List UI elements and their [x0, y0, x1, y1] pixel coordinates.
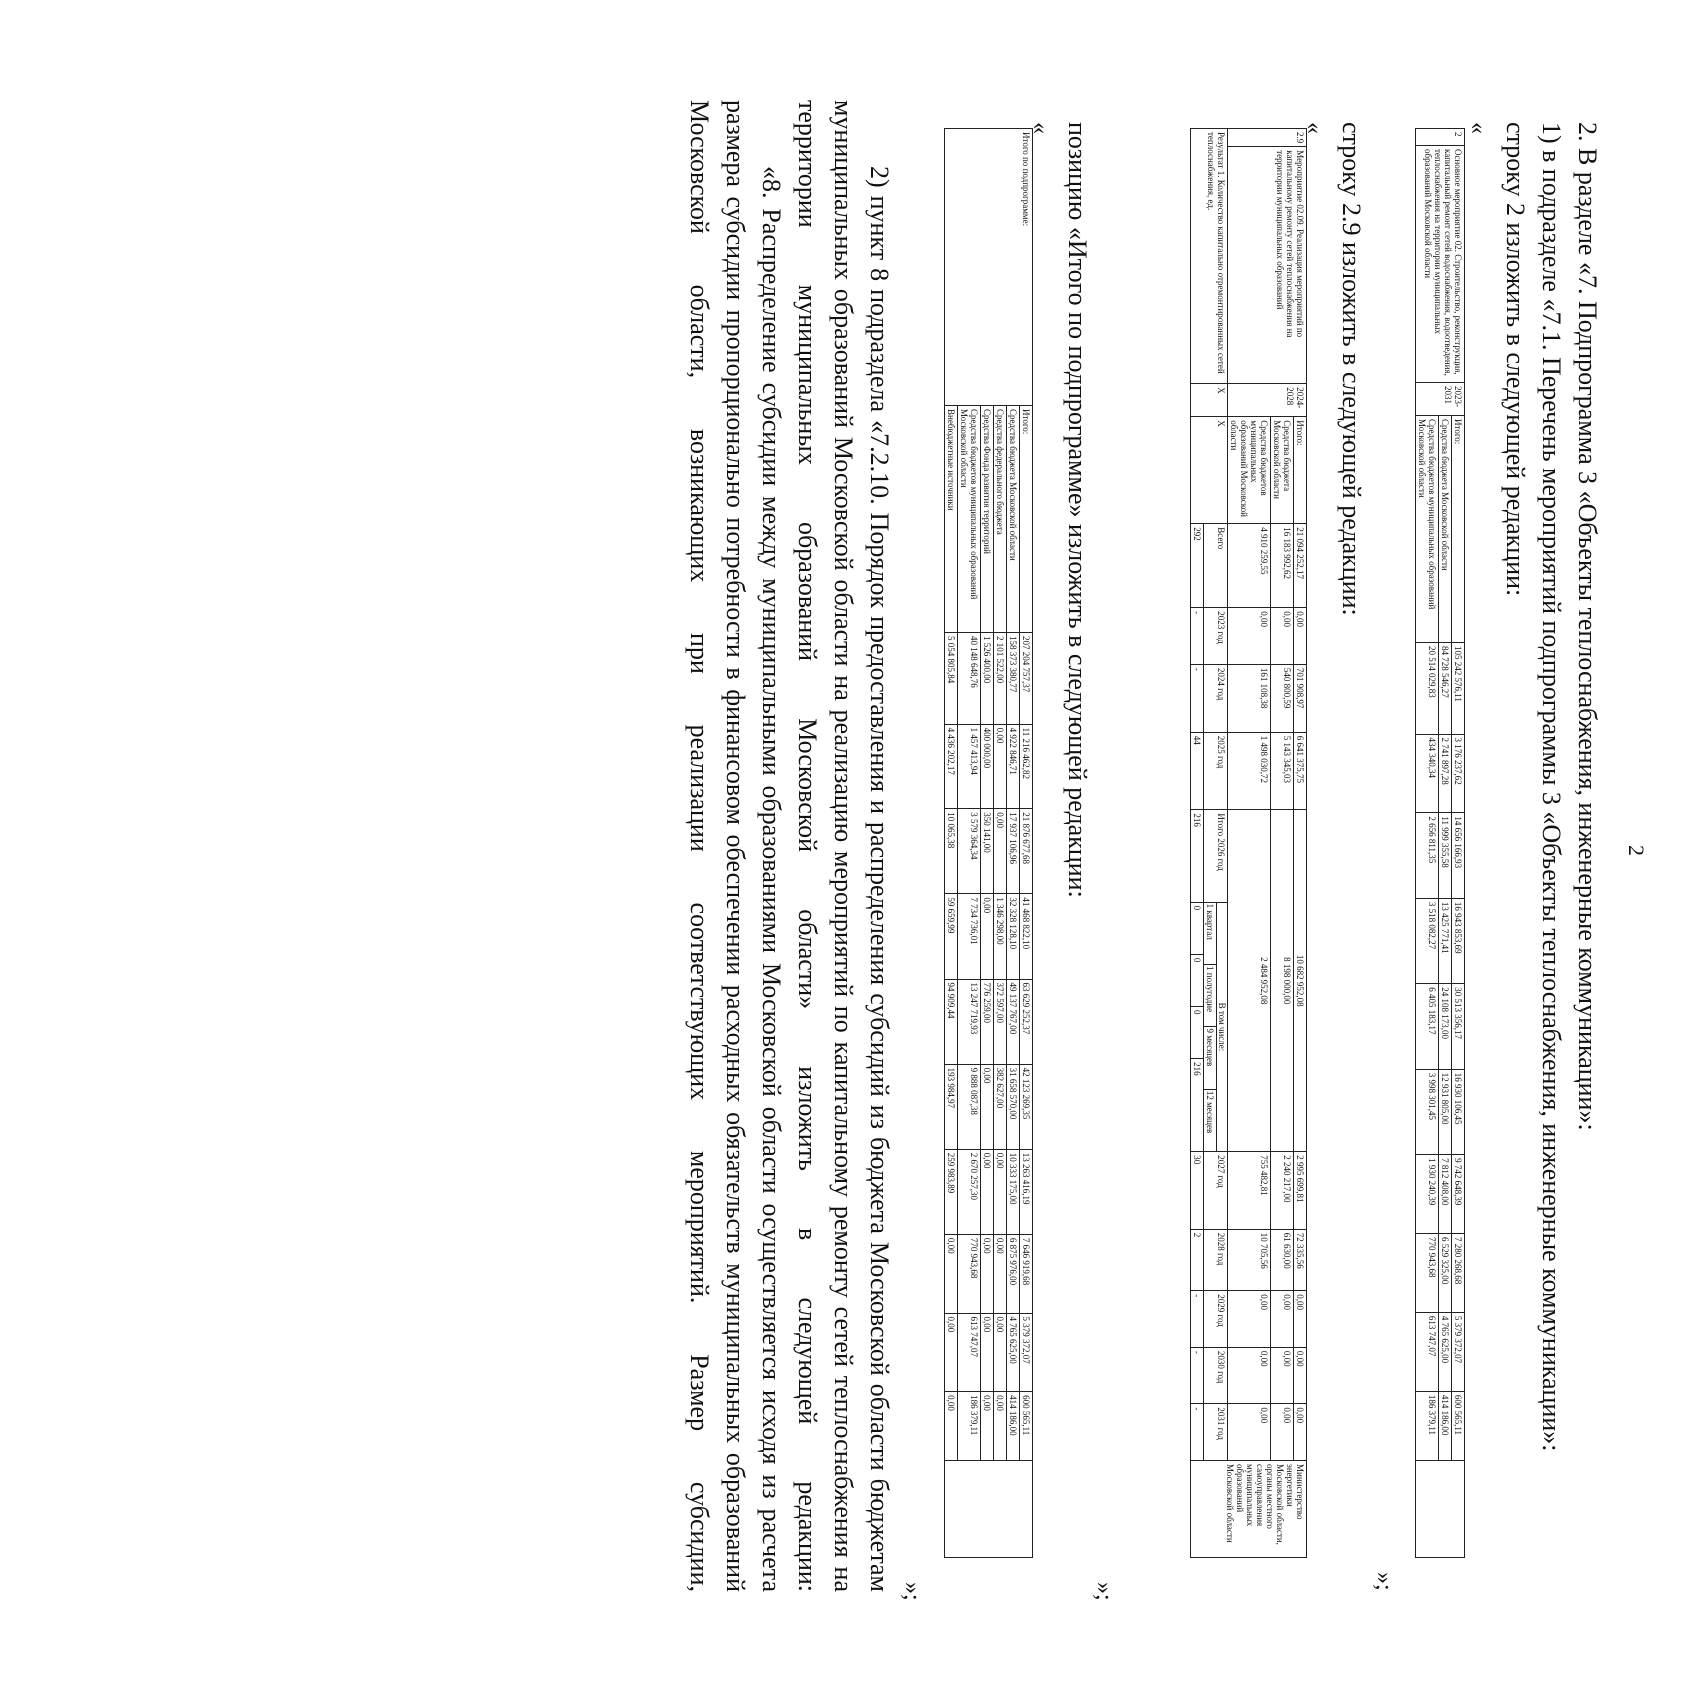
value-cell: 0,00 — [1294, 1347, 1307, 1404]
value-cell: 0,00 — [981, 1313, 994, 1392]
table-row — [1020, 129, 1033, 1558]
value-cell: 30 513 356,17 — [1452, 984, 1465, 1069]
value-cell: 2 101 522,00 — [994, 633, 1007, 725]
itogo-instruction: позицию «Итого по подпрограмме» изложить в следующей редакции: — [1063, 122, 1092, 898]
value-cell: 10 705,56 — [1228, 1229, 1271, 1290]
value-cell: 4 910 259,55 — [1228, 524, 1271, 608]
value-cell: 61 630,00 — [1271, 1229, 1294, 1290]
value-cell: 0,00 — [1271, 1404, 1294, 1461]
header-cell: Всего — [1204, 524, 1228, 608]
value-cell: 16 943 853,69 — [1452, 898, 1465, 983]
value-cell: 4 922 846,71 — [1007, 724, 1020, 809]
value-cell: 0,00 — [1228, 1404, 1271, 1461]
source-cell: Итого: — [1452, 416, 1465, 643]
value-cell: 2 484 952,08 — [1228, 810, 1271, 1152]
table-row — [1294, 129, 1307, 1558]
value-cell: - — [1191, 608, 1204, 665]
open-quote: « — [1301, 122, 1327, 134]
value-cell: 434 340,34 — [1416, 734, 1439, 813]
value-cell: 186 379,11 — [1416, 1391, 1439, 1460]
close-quote: »; — [1371, 1572, 1397, 1591]
value-cell: 41 468 822,10 — [1020, 894, 1033, 979]
empty-cell — [1416, 1461, 1465, 1558]
value-cell: 13 425 771,41 — [1439, 898, 1452, 983]
value-cell: 6 875 976,00 — [1007, 1234, 1020, 1313]
value-cell: 259 983,89 — [945, 1149, 958, 1234]
quarters-cell — [1204, 902, 1228, 1152]
value-cell: 161 108,38 — [1228, 664, 1271, 732]
value-cell: 193 984,97 — [945, 1064, 958, 1149]
row-num: 2 — [1416, 129, 1465, 146]
value-cell: 701 908,97 — [1294, 664, 1307, 732]
source-cell: Средства Фонда развития территорий — [981, 406, 994, 633]
header-cell: Итого 2026 год — [1204, 810, 1228, 902]
value-cell: 42 123 269,35 — [1020, 1064, 1033, 1149]
value-cell: 0,00 — [945, 1234, 958, 1313]
value-cell: 1 526 400,00 — [981, 633, 994, 725]
value-cell: 207 204 757,37 — [1020, 633, 1033, 725]
value-cell: 0,00 — [994, 724, 1007, 809]
value-cell: 400 000,00 — [981, 724, 994, 809]
value-cell: 600 565,11 — [1452, 1391, 1465, 1460]
value-cell: 2 741 897,28 — [1439, 734, 1452, 813]
value-cell: 3 998 301,45 — [1416, 1069, 1439, 1154]
table-row — [1204, 129, 1228, 1558]
closing-paragraph-1: 2) пункт 8 подраздела «7.2.10. Порядок предоставления и распределения субсидий из бюджета Московской области бюджетам муниципальных образований Московской области на реализацию мероприятий по капитальному ремонту сетей теплоснабжения на территории муниципальных образований Московской области» изложить в следующей редакции: — [793, 100, 894, 1592]
header-cell: 2027 год — [1204, 1152, 1228, 1230]
row2-instruction: строку 2 изложить в следующей редакции: — [1501, 122, 1530, 597]
value-cell: 20 514 029,83 — [1416, 643, 1439, 735]
value-cell: 0 — [1191, 1007, 1204, 1059]
rotated-page — [497, 0, 1697, 1697]
empty-cell — [945, 1461, 1033, 1558]
source-cell: Итого: — [1294, 417, 1307, 524]
value-cell: 13 247 719,93 — [958, 979, 981, 1064]
value-cell: 4 765 625,00 — [1007, 1313, 1020, 1392]
value-cell: 540 800,59 — [1271, 664, 1294, 732]
value-cell: 0,00 — [1228, 608, 1271, 665]
quarters-row — [1204, 903, 1216, 1152]
value-cell: 4 436 202,17 — [945, 724, 958, 809]
value-cell: 1 346 298,00 — [994, 894, 1007, 979]
value-cell: 11 216 462,82 — [1020, 724, 1033, 809]
value-cell: 7 280 268,68 — [1452, 1234, 1465, 1313]
value-cell: 12 931 805,00 — [1439, 1069, 1452, 1154]
value-cell: 0,00 — [1271, 1291, 1294, 1348]
value-cell: - — [1191, 1291, 1204, 1348]
value-cell: 2 — [1191, 1229, 1204, 1290]
value-cell: - — [1191, 664, 1204, 732]
value-cell: 14 656 166,93 — [1452, 813, 1465, 898]
value-cell: 0 — [1191, 954, 1204, 1006]
row-num: 2.9 — [1228, 129, 1307, 147]
value-cell: 10 682 952,08 — [1294, 810, 1307, 1152]
result-cell: Результат 1. Количество капитально отремонтированных сетей теплоснабжения, ед. — [1191, 129, 1228, 384]
closing-paragraph-2: «8. Распределение субсидии между муниципальными образованиями Московской области осуществляется исходя из расчета размера субсидии пропорционально потребности в финансовом обеспечении расходных обязательств муниципальных образований Московской области, возникающих при реализации соответствующих мероприятий. Размер субсидии, — [685, 100, 786, 1592]
row29-instruction: строку 2.9 изложить в следующей редакции: — [1337, 122, 1366, 616]
value-cell: 158 373 380,77 — [1007, 633, 1020, 725]
value-cell: 600 565,11 — [1020, 1392, 1033, 1461]
header-cell: 2029 год — [1204, 1291, 1228, 1348]
value-cell: 7 646 919,68 — [1020, 1234, 1033, 1313]
executor-cell: Министерство энергетики Московской области, органы местного самоуправления муниципальных образований Московской области — [1191, 1461, 1307, 1558]
value-cell: 21 876 677,68 — [1020, 809, 1033, 894]
value-cell: 40 148 648,76 — [958, 633, 981, 725]
value-cell: 0,00 — [994, 1234, 1007, 1313]
value-cell: 32 328 128,10 — [1007, 894, 1020, 979]
value-cell: 186 379,11 — [958, 1392, 981, 1461]
value-cell: 8 198 000,00 — [1271, 810, 1294, 1152]
value-cell: 0,00 — [1294, 1291, 1307, 1348]
value-cell: 216 — [1191, 810, 1204, 902]
value-cell: 770 943,68 — [1416, 1234, 1439, 1313]
value-cell: 613 747,07 — [958, 1313, 981, 1392]
value-cell: 1 498 030,72 — [1228, 732, 1271, 810]
value-cell: 0,00 — [994, 1149, 1007, 1234]
page-number: 2 — [1624, 845, 1649, 856]
header-cell: 2030 год — [1204, 1347, 1228, 1404]
row-years: 2023-2031 — [1416, 383, 1465, 416]
value-cell: 1 457 413,94 — [958, 724, 981, 809]
table-row-2 — [1415, 128, 1465, 1558]
value-cell: 0,00 — [1228, 1291, 1271, 1348]
value-cell: 5 379 372,07 — [1020, 1313, 1033, 1392]
header-cell: В том числе: — [1216, 903, 1227, 1152]
value-cell: 13 263 416,19 — [1020, 1149, 1033, 1234]
value-cell: 0,00 — [981, 1234, 994, 1313]
value-cell: 414 186,00 — [1439, 1391, 1452, 1460]
value-cell: - — [1191, 1404, 1204, 1461]
source-cell: Средства бюджета Московской области — [1439, 416, 1452, 643]
value-cell: 0,00 — [981, 894, 994, 979]
value-cell: 16 183 992,62 — [1271, 524, 1294, 608]
value-cell: 21 094 252,17 — [1294, 524, 1307, 608]
value-cell: 372 597,00 — [994, 979, 1007, 1064]
section-heading: 2. В разделе «7. Подпрограмма 3 «Объекты теплоснабжения, инженерные коммуникации»: — [1573, 122, 1602, 1131]
value-cell: 0,00 — [945, 1313, 958, 1392]
source-cell: Средства бюджетов муниципальных образований Московской области — [958, 406, 981, 633]
value-cell: 0,00 — [1294, 608, 1307, 665]
value-cell: 17 937 106,96 — [1007, 809, 1020, 894]
quarter-label: 1 полугодие — [1204, 965, 1216, 1027]
value-cell: 3 579 364,34 — [958, 809, 981, 894]
header-cell: 2023 год — [1204, 608, 1228, 665]
value-cell: 350 141,00 — [981, 809, 994, 894]
value-cell: 755 482,81 — [1228, 1152, 1271, 1230]
value-cell: 0,00 — [1294, 1404, 1307, 1461]
row-years: 2024-2028 — [1228, 384, 1307, 417]
itogo-label: Итого по подпрограмме: — [945, 129, 1033, 406]
value-cell: 216 — [1191, 1059, 1204, 1152]
value-cell: 63 629 252,37 — [1020, 979, 1033, 1064]
value-cell: 44 — [1191, 732, 1204, 810]
value-cell: 16 930 106,45 — [1452, 1069, 1465, 1154]
table-row-29 — [1190, 128, 1307, 1558]
value-cell: 2 240 217,00 — [1271, 1152, 1294, 1230]
value-cell: 94 909,44 — [945, 979, 958, 1064]
value-cell: 11 999 355,58 — [1439, 813, 1452, 898]
value-cell: 4 765 625,00 — [1439, 1312, 1452, 1391]
value-cell: 2 656 811,35 — [1416, 813, 1439, 898]
value-cell: 0,00 — [994, 1313, 1007, 1392]
header-cell: 2024 год — [1204, 664, 1228, 732]
value-cell: 0,00 — [981, 1149, 994, 1234]
subsection-heading: 1) в подразделе «7.1. Перечень мероприятий подпрограммы 3 «Объекты теплоснабжения, инженерные коммуникации»: — [1537, 122, 1566, 1452]
value-cell: 0,00 — [1228, 1347, 1271, 1404]
source-cell: Итого: — [1020, 406, 1033, 633]
value-cell: 7 734 736,01 — [958, 894, 981, 979]
value-cell: 292 — [1191, 524, 1204, 608]
value-cell: 10 065,38 — [945, 809, 958, 894]
open-quote: « — [1027, 122, 1053, 134]
quarter-label: 9 месяцев — [1204, 1027, 1216, 1089]
table-row — [1452, 129, 1465, 1558]
value-cell: 6 405 183,17 — [1416, 984, 1439, 1069]
x-cell: X — [1191, 417, 1228, 524]
open-quote: « — [1465, 122, 1491, 134]
close-quote: »; — [899, 1582, 925, 1601]
source-cell: Средства бюджетов муниципальных образований Московской области — [1228, 417, 1271, 524]
quarter-label: 1 квартал — [1204, 903, 1216, 965]
value-cell: 30 — [1191, 1152, 1204, 1230]
value-cell: 72 335,56 — [1294, 1229, 1307, 1290]
value-cell: 5 143 345,03 — [1271, 732, 1294, 810]
row-title: Мероприятие 02.09. Реализация мероприятий по капитальному ремонту сетей теплоснабжения на территории муниципальных образований — [1228, 147, 1307, 384]
x-cell: X — [1191, 384, 1228, 417]
value-cell: 24 108 173,00 — [1439, 984, 1452, 1069]
source-cell: Средства бюджетов муниципальных образований Московской области — [1416, 416, 1439, 643]
value-cell: 6 529 325,00 — [1439, 1234, 1452, 1313]
value-cell: 9 888 087,38 — [958, 1064, 981, 1149]
source-cell: Внебюджетные источники — [945, 406, 958, 633]
value-cell: 105 242 576,11 — [1452, 643, 1465, 735]
value-cell: 1 930 240,39 — [1416, 1155, 1439, 1234]
value-cell: 7 812 408,00 — [1439, 1155, 1452, 1234]
value-cell: 0,00 — [981, 1064, 994, 1149]
value-cell: 0,00 — [981, 1392, 994, 1461]
value-cell: 382 627,00 — [994, 1064, 1007, 1149]
value-cell: 49 137 767,00 — [1007, 979, 1020, 1064]
value-cell: 3 176 237,62 — [1452, 734, 1465, 813]
value-cell: 5 379 372,07 — [1452, 1312, 1465, 1391]
value-cell: 0,00 — [945, 1392, 958, 1461]
value-cell: 2 670 257,30 — [958, 1149, 981, 1234]
value-cell: 414 186,00 — [1007, 1392, 1020, 1461]
header-cell: 2025 год — [1204, 732, 1228, 810]
value-cell: 613 747,07 — [1416, 1312, 1439, 1391]
header-cell: 2031 год — [1204, 1404, 1228, 1461]
value-cell: 776 259,00 — [981, 979, 994, 1064]
value-cell: 84 728 546,27 — [1439, 643, 1452, 735]
value-cell: 31 658 570,00 — [1007, 1064, 1020, 1149]
value-cell: 10 333 175,00 — [1007, 1149, 1020, 1234]
table-itogo — [944, 128, 1033, 1558]
value-cell: 2 995 699,81 — [1294, 1152, 1307, 1230]
value-cell: 0,00 — [994, 1392, 1007, 1461]
source-cell: Средства федерального бюджета — [994, 406, 1007, 633]
value-cell: 9 742 648,39 — [1452, 1155, 1465, 1234]
value-cell: 0 — [1191, 902, 1204, 954]
source-cell: Средства бюджета Московской области — [1007, 406, 1020, 633]
close-quote: »; — [1091, 1582, 1117, 1601]
value-cell: 59 659,99 — [945, 894, 958, 979]
value-cell: - — [1191, 1347, 1204, 1404]
source-cell: Средства бюджета Московской области — [1271, 417, 1294, 524]
value-cell: 770 943,68 — [958, 1234, 981, 1313]
value-cell: 0,00 — [1271, 608, 1294, 665]
value-cell: 0,00 — [994, 809, 1007, 894]
quarter-label: 12 месяцев — [1205, 1090, 1215, 1134]
header-cell: 2028 год — [1204, 1229, 1228, 1290]
value-cell: 5 054 805,84 — [945, 633, 958, 725]
value-cell: 6 641 375,75 — [1294, 732, 1307, 810]
closing-text — [681, 100, 897, 1592]
value-cell: 0,00 — [1271, 1347, 1294, 1404]
row-title: Основное мероприятие 02. Строительство, реконструкция, капитальный ремонт сетей водоснабжения, водоотведения, теплоснабжения на территории муниципальных образований Московской области — [1416, 146, 1465, 383]
intro-text — [1460, 122, 1605, 1592]
value-cell: 3 518 082,27 — [1416, 898, 1439, 983]
